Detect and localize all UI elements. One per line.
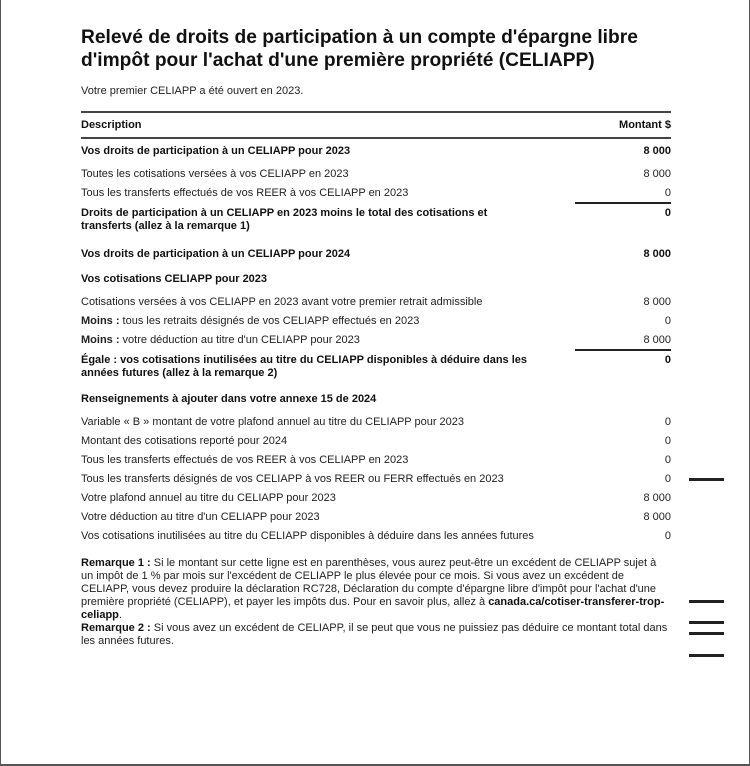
row-amount: 8 000 (643, 248, 671, 260)
row-label: Vos cotisations CELIAPP pour 2023 (81, 273, 268, 285)
account-opened-note: Votre premier CELIAPP a été ouvert en 2023. (81, 85, 304, 97)
column-header-description: Description (81, 119, 142, 131)
margin-mark (689, 632, 724, 635)
table-row (81, 315, 671, 328)
table-row (81, 187, 671, 200)
row-amount: 8 000 (643, 168, 671, 180)
row-label: Tous les transferts effectués de vos REER à vos CELIAPP en 2023 (81, 187, 409, 199)
rights-table (81, 111, 671, 543)
row-amount: 0 (664, 454, 671, 466)
row-label: Vos cotisations inutilisées au titre du CELIAPP disponibles à déduire dans les années futures (81, 530, 534, 542)
row-label: Montant des cotisations reporté pour 2024 (81, 435, 288, 447)
row-amount: 8 000 (643, 511, 671, 523)
row-prefix: Moins : (81, 315, 120, 327)
table-header-rule (81, 137, 671, 139)
column-header-amount: Montant $ (619, 119, 671, 131)
remark-2 (81, 622, 671, 648)
row-text: tous les retraits désignés de vos CELIAPP effectués en 2023 (119, 315, 420, 327)
row-amount: 0 (664, 187, 671, 199)
table-row (81, 168, 671, 181)
remarks-section (81, 557, 671, 648)
remark-2-text: Si vous avez un excédent de CELIAPP, il se peut que vous ne puissiez pas déduire ce montant total dans les années futures. (81, 622, 668, 647)
row-label: Tous les transferts effectués de vos REER à vos CELIAPP en 2023 (81, 454, 409, 466)
margin-mark (689, 600, 724, 603)
row-label: Variable « B » montant de votre plafond annuel au titre du CELIAPP pour 2023 (81, 416, 465, 428)
page-title (81, 26, 671, 72)
section-heading-contributions (81, 273, 671, 286)
margin-mark (689, 478, 724, 481)
subtotal-rule (81, 202, 671, 204)
row-amount: 8 000 (643, 334, 671, 346)
section-heading-2023-rights (81, 145, 671, 158)
remark-1-text: Si le montant sur cette ligne est en parenthèses, vous aurez peut-être un excédent de CELIAPP sujet à un impôt de 1 % par mois sur l'excédent de CELIAPP le plus élevée pour ce mois. Si vous avez un excédent de CELIAPP, vous devez produire la déclaration RC728, Déclaration du compte d'épargne libre d'impôt pour l'achat d'une première propriété (CELIAPP), et payer les impôts dus. Pour en savoir plus, allez à (81, 557, 657, 608)
row-label: Renseignements à ajouter dans votre annexe 15 de 2024 (81, 393, 377, 405)
table-row (81, 454, 671, 467)
table-row (81, 473, 671, 486)
row-amount: 0 (664, 315, 671, 327)
row-amount: 0 (664, 207, 671, 219)
table-row (81, 334, 671, 347)
remark-1-end: . (118, 609, 122, 621)
row-amount: 8 000 (643, 492, 671, 504)
row-label: Vos droits de participation à un CELIAPP pour 2023 (81, 145, 351, 157)
row-amount: 0 (664, 354, 671, 366)
table-row (81, 530, 671, 543)
row-label: Votre plafond annuel au titre du CELIAPP pour 2023 (81, 492, 336, 504)
row-amount: 0 (664, 416, 671, 428)
row-amount: 0 (664, 530, 671, 542)
margin-mark (689, 654, 724, 657)
margin-mark (689, 621, 724, 624)
row-amount: 8 000 (643, 296, 671, 308)
row-label: Vos droits de participation à un CELIAPP pour 2024 (81, 248, 351, 260)
row-text: votre déduction au titre d'un CELIAPP pour 2023 (119, 334, 360, 346)
row-label: Égale : vos cotisations inutilisées au titre du CELIAPP disponibles à déduire dans les années futures (allez à la remarque 2) (81, 354, 528, 379)
table-row (81, 511, 671, 524)
row-label (81, 296, 575, 309)
total-row-2023-rights (81, 207, 671, 233)
row-amount: 0 (664, 473, 671, 485)
row-amount: 8 000 (643, 145, 671, 157)
subtotal-rule (81, 349, 671, 351)
row-prefix: Moins : (81, 334, 120, 346)
remark-1-link[interactable]: canada.ca/cotiser-transferer-trop-celiapp (81, 596, 665, 621)
row-label: Toutes les cotisations versées à vos CELIAPP en 2023 (81, 168, 349, 180)
row-amount: 0 (664, 435, 671, 447)
remark-2-label: Remarque 2 : (81, 622, 151, 634)
statement-content (81, 26, 671, 648)
title-line-1: Relevé de droits de participation à un compte d'épargne libre (81, 27, 638, 48)
row-text: Cotisations versées à vos CELIAPP en 2023 avant votre premier retrait admissible (81, 296, 483, 308)
table-row (81, 492, 671, 505)
total-row-unused-contributions (81, 354, 671, 380)
table-row (81, 296, 671, 309)
title-line-2: d'impôt pour l'achat d'une première propriété (CELIAPP) (81, 50, 595, 71)
row-label: Tous les transferts désignés de vos CELIAPP à vos REER ou FERR effectués en 2023 (81, 473, 504, 485)
table-header (81, 113, 671, 137)
table-row (81, 416, 671, 429)
row-label (81, 315, 575, 328)
row-label (81, 334, 575, 347)
section-heading-schedule-15 (81, 393, 671, 406)
section-heading-2024-rights (81, 248, 671, 261)
remark-1-label: Remarque 1 : (81, 557, 151, 569)
row-label: Votre déduction au titre d'un CELIAPP pour 2023 (81, 511, 320, 523)
remark-1 (81, 557, 671, 622)
table-row (81, 435, 671, 448)
row-label: Droits de participation à un CELIAPP en 2023 moins le total des cotisations et transferts (allez à la remarque 1) (81, 207, 488, 232)
